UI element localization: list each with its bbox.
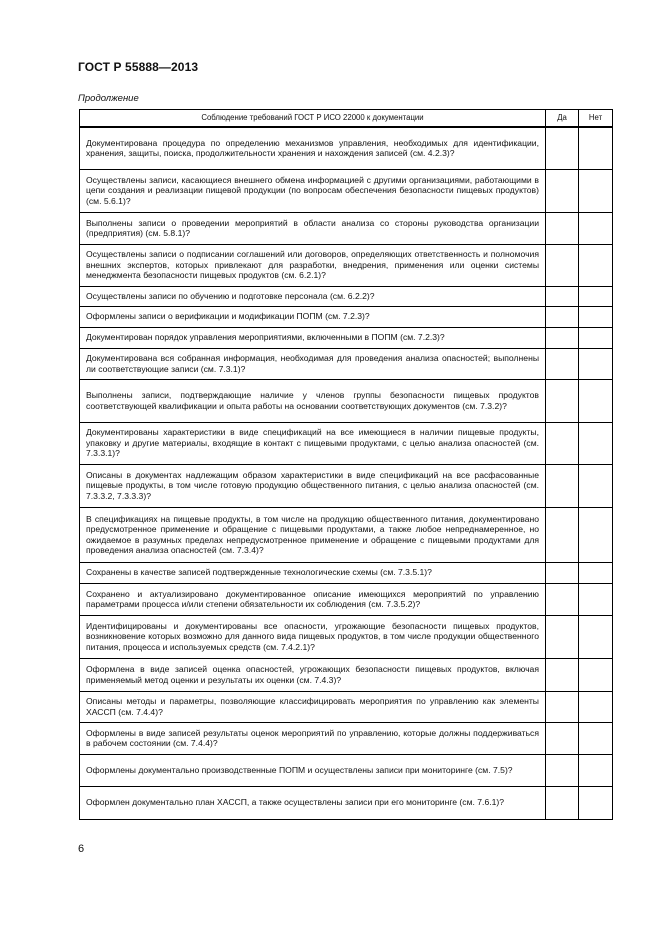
yes-cell[interactable]	[546, 507, 579, 562]
table-row	[80, 422, 613, 464]
table-row	[80, 562, 613, 583]
requirement-text: Оформлены документально производственные ПОПМ и осуществлены записи при мониторинге (см. 7.5)?	[80, 754, 546, 786]
table-row	[80, 127, 613, 169]
table-row	[80, 722, 613, 754]
table-row	[80, 754, 613, 786]
table-row	[80, 615, 613, 658]
no-cell[interactable]	[579, 127, 613, 169]
no-cell[interactable]	[579, 615, 613, 658]
no-cell[interactable]	[579, 562, 613, 583]
table-row	[80, 306, 613, 327]
table-row	[80, 379, 613, 422]
continuation-label: Продолжение	[78, 93, 139, 104]
requirement-text: Документирована процедура по определению механизмов управления, необходимых для идентификации, хранения, защиты, поиска, продолжительности хранения и нахождения записей (см. 4.2.3)?	[80, 127, 546, 169]
requirement-text: Оформлена в виде записей оценка опасностей, угрожающих безопасности пищевых продуктов, включая применяемый метод оценки и результаты их оценки (см. 7.4.3)?	[80, 658, 546, 691]
no-cell[interactable]	[579, 422, 613, 464]
no-cell[interactable]	[579, 786, 613, 819]
no-cell[interactable]	[579, 212, 613, 244]
yes-cell[interactable]	[546, 754, 579, 786]
table-row	[80, 786, 613, 819]
table-header-row	[80, 110, 613, 128]
table-row	[80, 244, 613, 286]
yes-cell[interactable]	[546, 169, 579, 212]
no-cell[interactable]	[579, 583, 613, 615]
requirement-text: Документирована вся собранная информация, необходимая для проведения анализа опасностей; выполнены ли соответствующие записи (см. 7.3.1)?	[80, 348, 546, 379]
no-cell[interactable]	[579, 327, 613, 348]
requirement-text: Выполнены записи, подтверждающие наличие у членов группы безопасности пищевых продуктов соответствующей квалификации и опыта работы на основании соответствующих документов (см. 7.3.2)?	[80, 379, 546, 422]
requirement-text: Документирован порядок управления мероприятиями, включенными в ПОПМ (см. 7.2.3)?	[80, 327, 546, 348]
requirement-text: Описаны методы и параметры, позволяющие классифицировать мероприятия по управлению как элементы ХАССП (см. 7.4.4)?	[80, 691, 546, 722]
yes-cell[interactable]	[546, 786, 579, 819]
no-cell[interactable]	[579, 348, 613, 379]
no-cell[interactable]	[579, 754, 613, 786]
no-cell[interactable]	[579, 306, 613, 327]
requirement-text: Описаны в документах надлежащим образом характеристики в виде спецификаций на все расфасованные пищевые продукты, в том числе готовую продукцию общественного питания, с целью анализа опасностей (см. 7.3.3.2, 7.3.3.3)?	[80, 464, 546, 507]
no-cell[interactable]	[579, 658, 613, 691]
requirement-text: Осуществлены записи по обучению и подготовке персонала (см. 6.2.2)?	[80, 286, 546, 306]
table-row	[80, 507, 613, 562]
yes-cell[interactable]	[546, 464, 579, 507]
table-row	[80, 691, 613, 722]
yes-cell[interactable]	[546, 615, 579, 658]
yes-cell[interactable]	[546, 327, 579, 348]
requirement-text: Сохранено и актуализировано документированное описание имеющихся мероприятий по управлению параметрами процесса и/или степени обязательности их соблюдения (см. 7.3.5.2)?	[80, 583, 546, 615]
requirements-table	[79, 109, 613, 820]
no-cell[interactable]	[579, 286, 613, 306]
yes-cell[interactable]	[546, 722, 579, 754]
requirement-text: Идентифицированы и документированы все опасности, угрожающие безопасности пищевых продуктов, возникновение которых возможно для данного вида пищевых продуктов, в том числе продукции общественного питания, процесса и используемых средств (см. 7.4.2.1)?	[80, 615, 546, 658]
table-row	[80, 212, 613, 244]
yes-cell[interactable]	[546, 422, 579, 464]
yes-cell[interactable]	[546, 562, 579, 583]
yes-cell[interactable]	[546, 127, 579, 169]
table-row	[80, 464, 613, 507]
page-number: 6	[78, 843, 85, 855]
yes-cell[interactable]	[546, 658, 579, 691]
no-cell[interactable]	[579, 691, 613, 722]
no-cell[interactable]	[579, 379, 613, 422]
yes-cell[interactable]	[546, 379, 579, 422]
table-row	[80, 583, 613, 615]
header-no: Нет	[579, 110, 613, 128]
yes-cell[interactable]	[546, 306, 579, 327]
table-row	[80, 286, 613, 306]
requirement-text: Оформлены записи о верификации и модификации ПОПМ (см. 7.2.3)?	[80, 306, 546, 327]
no-cell[interactable]	[579, 169, 613, 212]
no-cell[interactable]	[579, 244, 613, 286]
requirement-text: Осуществлены записи о подписании соглашений или договоров, определяющих ответственность и полномочия внешних экспертов, которых привлекают для разработки, внедрения, применения или оценки системы менеджмента безопасности пищевых продуктов (см. 6.2.1)?	[80, 244, 546, 286]
requirement-text: Оформлены в виде записей результаты оценок мероприятий по управлению, которые должны поддерживаться в рабочем состоянии (см. 7.4.4)?	[80, 722, 546, 754]
no-cell[interactable]	[579, 464, 613, 507]
requirement-text: Документированы характеристики в виде спецификаций на все имеющиеся в наличии пищевые продукты, упаковку и другие материалы, входящие в контакт с пищевыми продуктами, с целью анализа опасностей (см. 7.3.3.1)?	[80, 422, 546, 464]
yes-cell[interactable]	[546, 244, 579, 286]
yes-cell[interactable]	[546, 691, 579, 722]
requirement-text: Сохранены в качестве записей подтвержденные технологические схемы (см. 7.3.5.1)?	[80, 562, 546, 583]
document-code: ГОСТ Р 55888—2013	[78, 60, 199, 74]
table-row	[80, 169, 613, 212]
yes-cell[interactable]	[546, 286, 579, 306]
table-row	[80, 327, 613, 348]
no-cell[interactable]	[579, 507, 613, 562]
header-requirement: Соблюдение требований ГОСТ Р ИСО 22000 к документации	[80, 110, 546, 128]
requirement-text: Осуществлены записи, касающиеся внешнего обмена информацией с другими организациями, работающими в цепи создания и реализации пищевой продукции (по вопросам обеспечения безопасности пищевых продуктов) (см. 5.6.1)?	[80, 169, 546, 212]
header-yes: Да	[546, 110, 579, 128]
requirement-text: Выполнены записи о проведении мероприятий в области анализа со стороны руководства организации (предприятия) (см. 5.8.1)?	[80, 212, 546, 244]
yes-cell[interactable]	[546, 212, 579, 244]
no-cell[interactable]	[579, 722, 613, 754]
yes-cell[interactable]	[546, 348, 579, 379]
requirement-text: В спецификациях на пищевые продукты, в том числе на продукцию общественного питания, документировано предусмотренное применение и обращение с пищевыми продуктами, а также любое непреднамеренное, но ожидаемое в разумных пределах непредусмотренное применение и обращение с пищевыми продуктами для проведения анализа опасностей (см. 7.3.4)?	[80, 507, 546, 562]
requirement-text: Оформлен документально план ХАССП, а также осуществлены записи при его мониторинге (см. 7.6.1)?	[80, 786, 546, 819]
yes-cell[interactable]	[546, 583, 579, 615]
table-row	[80, 348, 613, 379]
table-row	[80, 658, 613, 691]
